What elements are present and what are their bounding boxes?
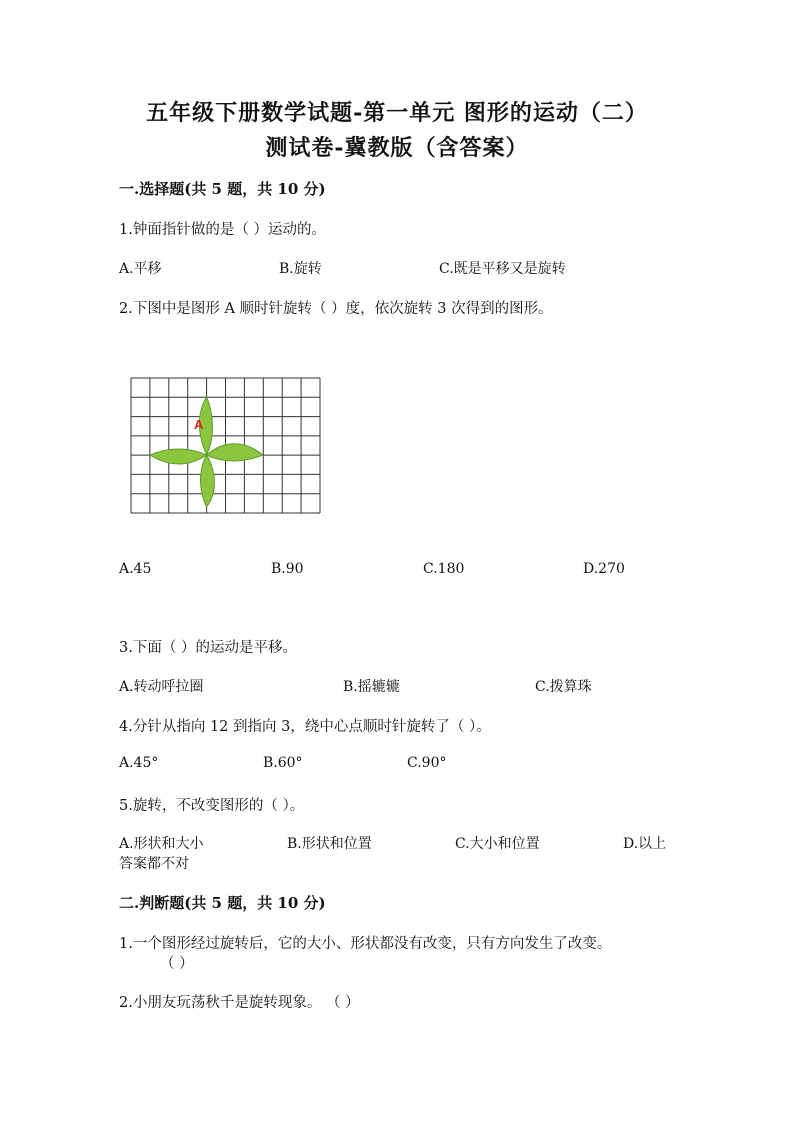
rotation-grid-svg [125,373,330,518]
q3-option-a: A.转动呼拉圈 [119,679,204,695]
q4-option-a: A.45° [119,755,159,771]
q3-option-b: B.摇辘辘 [343,679,400,695]
leaf-bottom [201,455,215,507]
q5-option-b: B.形状和位置 [287,836,372,852]
judge-question-1-text: 1.一个图形经过旋转后，它的大小、形状都没有改变，只有方向发生了改变。 [119,936,612,952]
leaf-right [207,444,263,461]
rotation-figure [125,373,330,518]
judge-question-2-text: 2.小朋友玩荡秋千是旋转现象。 （ ） [119,995,360,1011]
q5-option-a: A.形状和大小 [119,836,204,852]
leaf-left [150,449,207,464]
section1-heading: 一.选择题(共 5 题，共 10 分) [119,180,326,198]
question-1-text: 1.钟面指针做的是（ ）运动的。 [119,222,326,238]
shape-label-a: A [194,417,204,432]
q2-option-a: A.45 [119,561,152,577]
question-2-text: 2.下图中是图形 A 顺时针旋转（ ）度，依次旋转 3 次得到的图形。 [119,301,553,317]
q2-option-d: D.270 [583,561,625,577]
document-title-line1: 五年级下册数学试题-第一单元 图形的运动（二） [146,100,648,126]
q5-option-d-continued: 答案都不对 [119,856,189,872]
judge-question-1-blank: （ ） [160,956,194,972]
section2-heading: 二.判断题(共 5 题，共 10 分) [119,894,326,912]
q1-option-a: A.平移 [119,261,162,277]
q5-option-c: C.大小和位置 [455,836,540,852]
q5-option-d: D.以上 [623,836,667,852]
question-5-text: 5.旋转，不改变图形的（ ）。 [119,798,305,814]
q4-option-c: C.90° [407,755,447,771]
q4-option-b: B.60° [263,755,303,771]
q1-option-c: C.既是平移又是旋转 [439,261,566,277]
document-title-line2: 测试卷-冀教版（含答案） [265,135,529,161]
q2-option-b: B.90 [271,561,304,577]
q3-option-c: C.拨算珠 [535,679,592,695]
question-3-text: 3.下面（ ）的运动是平移。 [119,640,297,656]
question-4-text: 4.分针从指向 12 到指向 3，绕中心点顺时针旋转了（ ）。 [119,719,491,735]
pinwheel-shapes [150,397,263,507]
q1-option-b: B.旋转 [279,261,322,277]
q2-option-c: C.180 [423,561,465,577]
